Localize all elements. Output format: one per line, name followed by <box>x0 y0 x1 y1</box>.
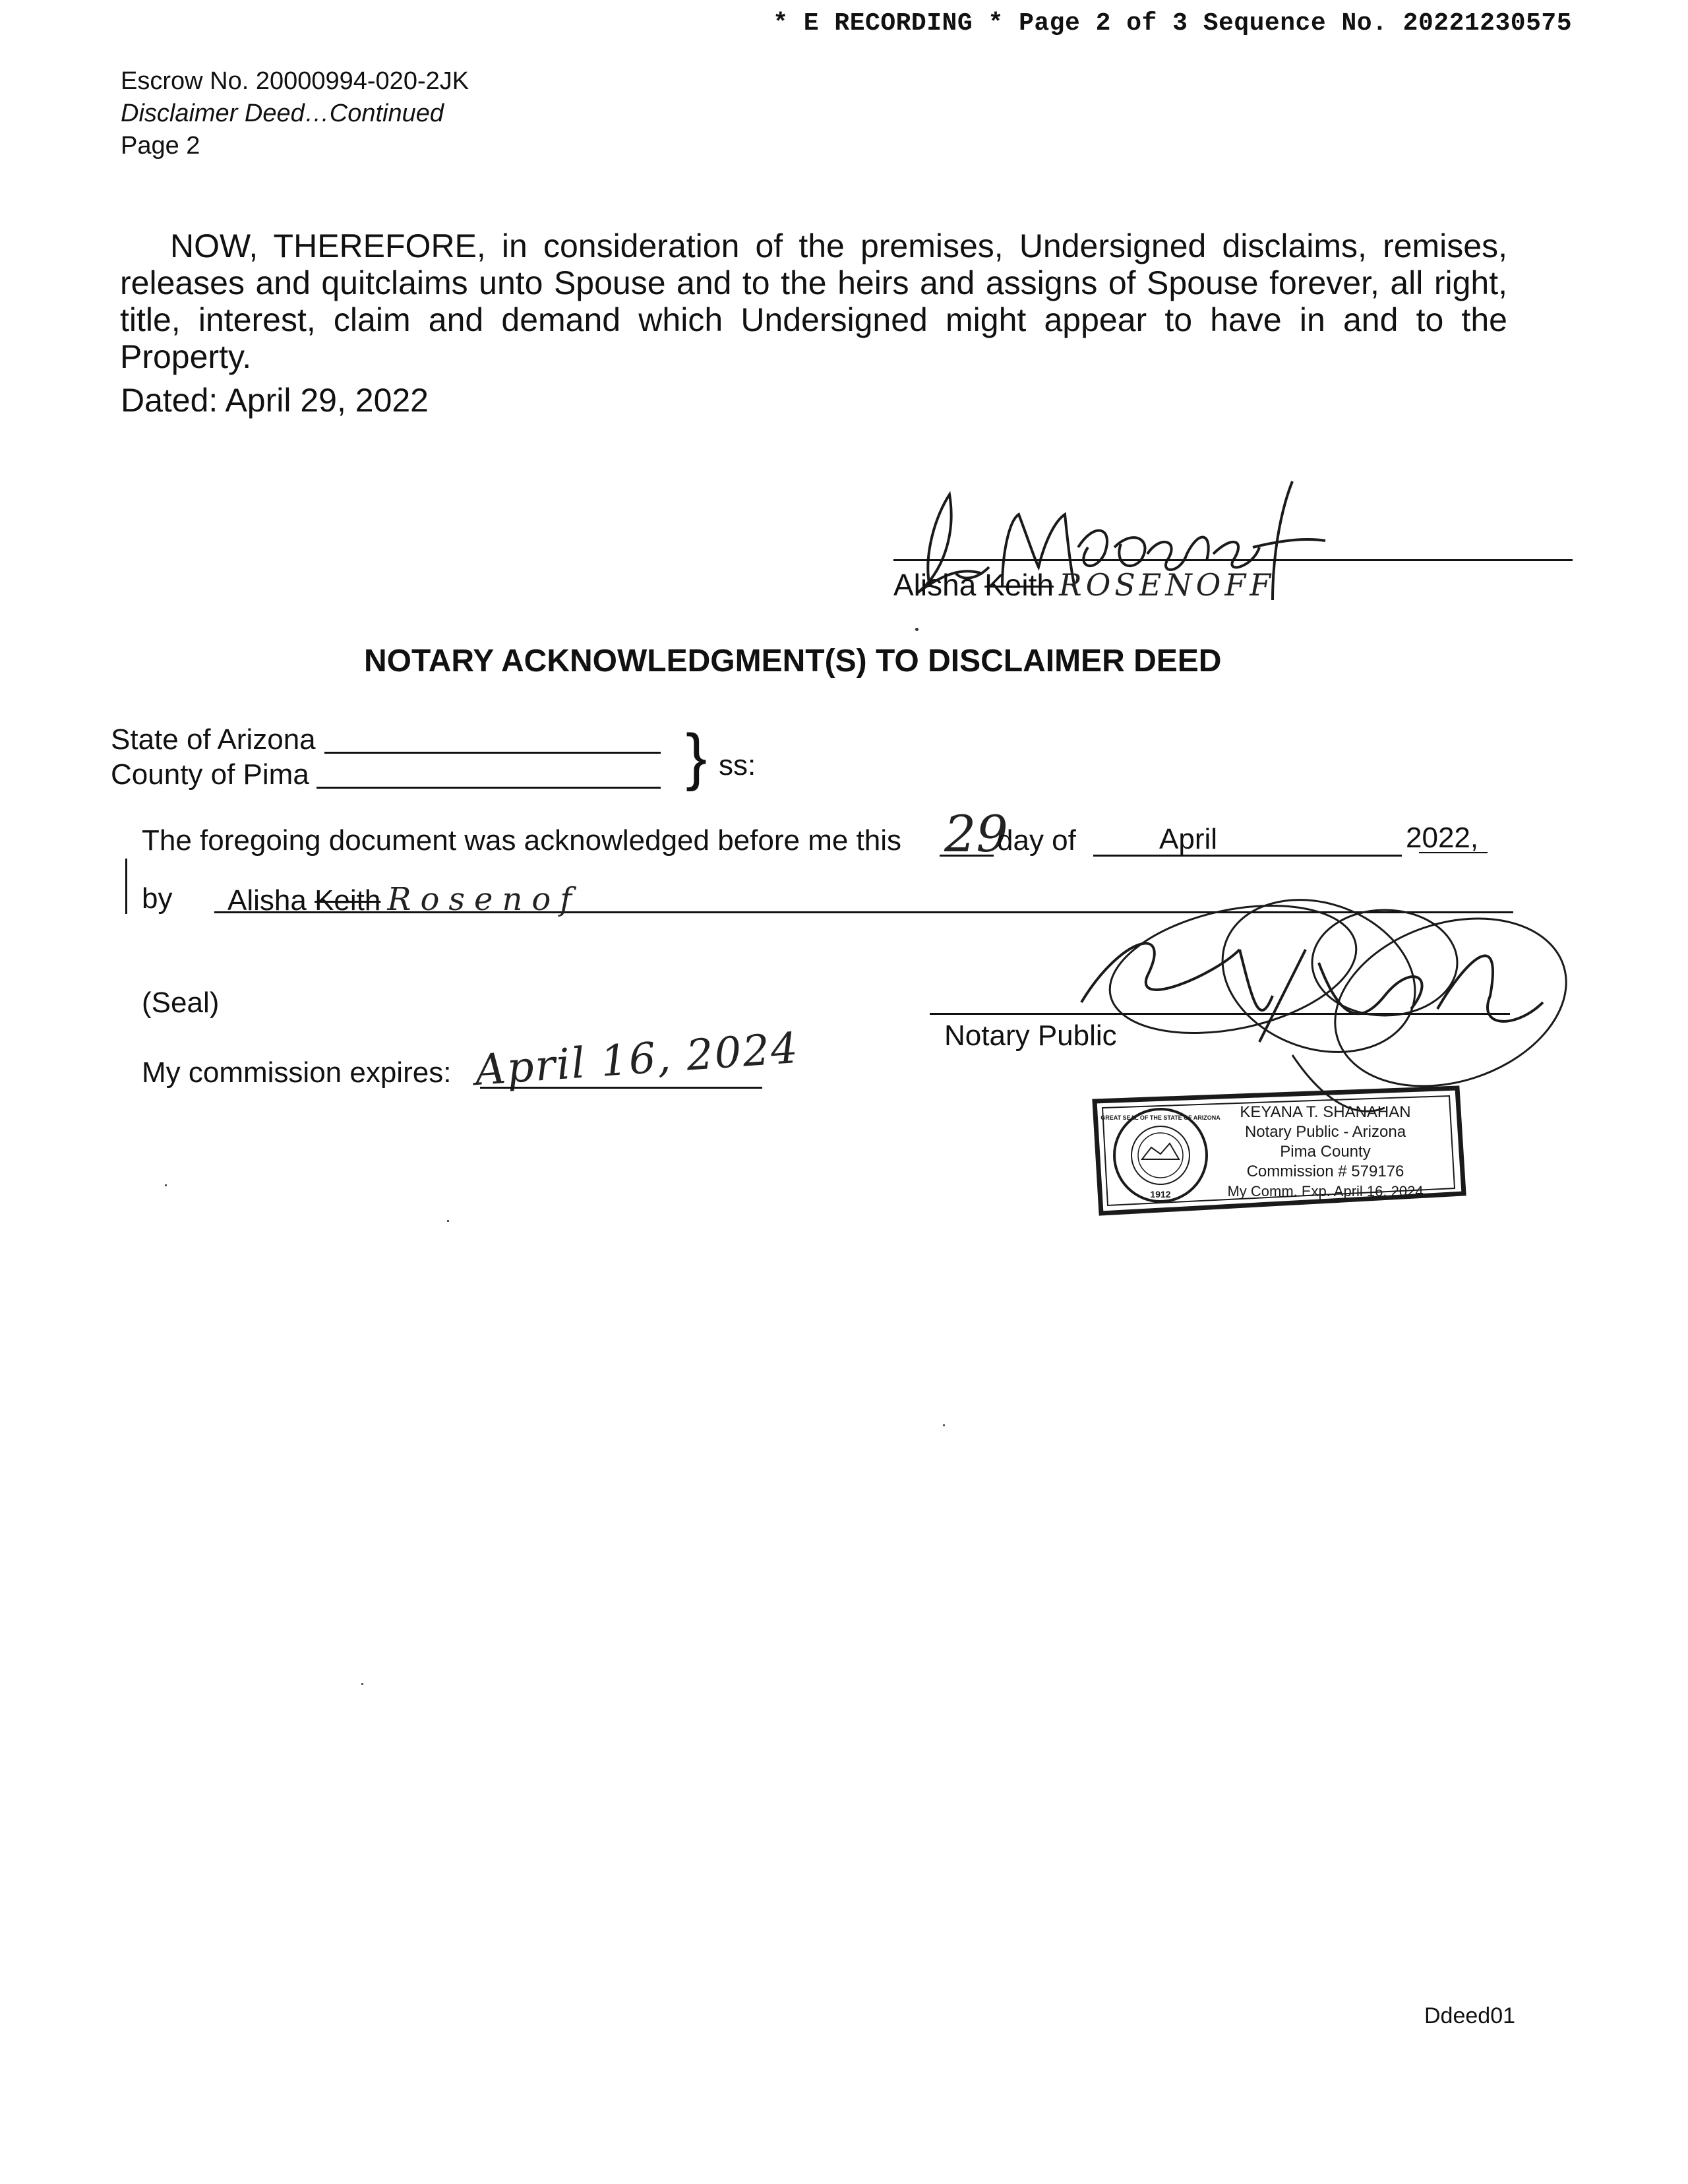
signer-name <box>893 567 1275 603</box>
notary-heading: NOTARY ACKNOWLEDGMENT(S) TO DISCLAIMER DEED <box>364 644 1222 679</box>
venue-state-line <box>324 752 661 754</box>
ack-by-label: by <box>142 882 173 915</box>
ack-name-struck: Keith <box>315 884 381 917</box>
venue-ss: ss: <box>719 749 756 781</box>
ack-name-first: Alisha <box>227 884 307 917</box>
signer-first-name: Alisha <box>893 568 977 602</box>
state-seal <box>1114 1109 1207 1201</box>
venue-state: State of Arizona <box>111 723 316 756</box>
ack-day: 29 <box>944 804 1008 863</box>
ack-name-handwritten: Rosenof <box>387 881 582 918</box>
signer-struck-name: Keith <box>984 568 1054 602</box>
venue-county-line <box>316 787 661 789</box>
ack-year: 2022, <box>1406 822 1479 854</box>
escrow-doc-title: Disclaimer Deed…Continued <box>121 100 444 127</box>
scan-speck <box>447 1220 449 1222</box>
commission-line <box>480 1087 762 1089</box>
scan-speck <box>165 1184 167 1186</box>
venue-county: County of Pima <box>111 758 309 791</box>
notary-public-label: Notary Public <box>944 1019 1117 1052</box>
ack-day-of: day of <box>997 824 1076 857</box>
ack-month: April <box>1159 823 1218 855</box>
stamp-seal-year: 1912 <box>1150 1189 1171 1199</box>
stamp-seal-ring: GREAT SEAL OF THE STATE OF ARIZONA <box>1100 1114 1221 1121</box>
recording-header: * E RECORDING * Page 2 of 3 Sequence No. 20221230575 <box>773 9 1572 38</box>
margin-mark <box>125 859 127 914</box>
footer-code: Ddeed01 <box>1424 2003 1516 2028</box>
signer-handwritten-name: ROSENOFF <box>1058 567 1275 603</box>
commission-label: My commission expires: <box>142 1056 452 1089</box>
ack-by-name <box>227 881 581 918</box>
venue-brace: } <box>686 721 708 792</box>
scan-speck <box>361 1683 363 1685</box>
stamp-expires: My Comm. Exp. April 16, 2024 <box>1227 1183 1424 1199</box>
signer-signature-line <box>893 559 1573 561</box>
seal-label: (Seal) <box>142 986 220 1019</box>
escrow-number: Escrow No. 20000994-020-2JK <box>121 67 469 95</box>
dated-line: Dated: April 29, 2022 <box>121 382 429 419</box>
stamp-commission: Commission # 579176 <box>1246 1163 1404 1180</box>
commission-date: April 16, 2024 <box>473 1023 801 1096</box>
stamp-title: Notary Public - Arizona <box>1244 1123 1406 1141</box>
ack-day-line <box>940 855 994 857</box>
escrow-page: Page 2 <box>121 132 200 160</box>
body-paragraph: NOW, THEREFORE, in consideration of the premises, Undersigned disclaims, remises, releases and quitclaims unto Spouse and to the heirs and assigns of Spouse forever, all right, title, interest, claim and demand which Undersigned might appear to have in and to the Property. <box>120 228 1507 375</box>
ack-lead: The foregoing document was acknowledged before me this <box>142 824 902 857</box>
stamp-county: Pima County <box>1280 1143 1371 1161</box>
scan-speck <box>943 1424 945 1426</box>
notary-stamp <box>1088 1081 1464 1227</box>
ack-year-underline <box>1419 852 1488 853</box>
ack-month-line <box>1093 855 1402 857</box>
scan-speck <box>915 628 919 631</box>
stamp-name: KEYANA T. SHANAHAN <box>1240 1103 1411 1121</box>
